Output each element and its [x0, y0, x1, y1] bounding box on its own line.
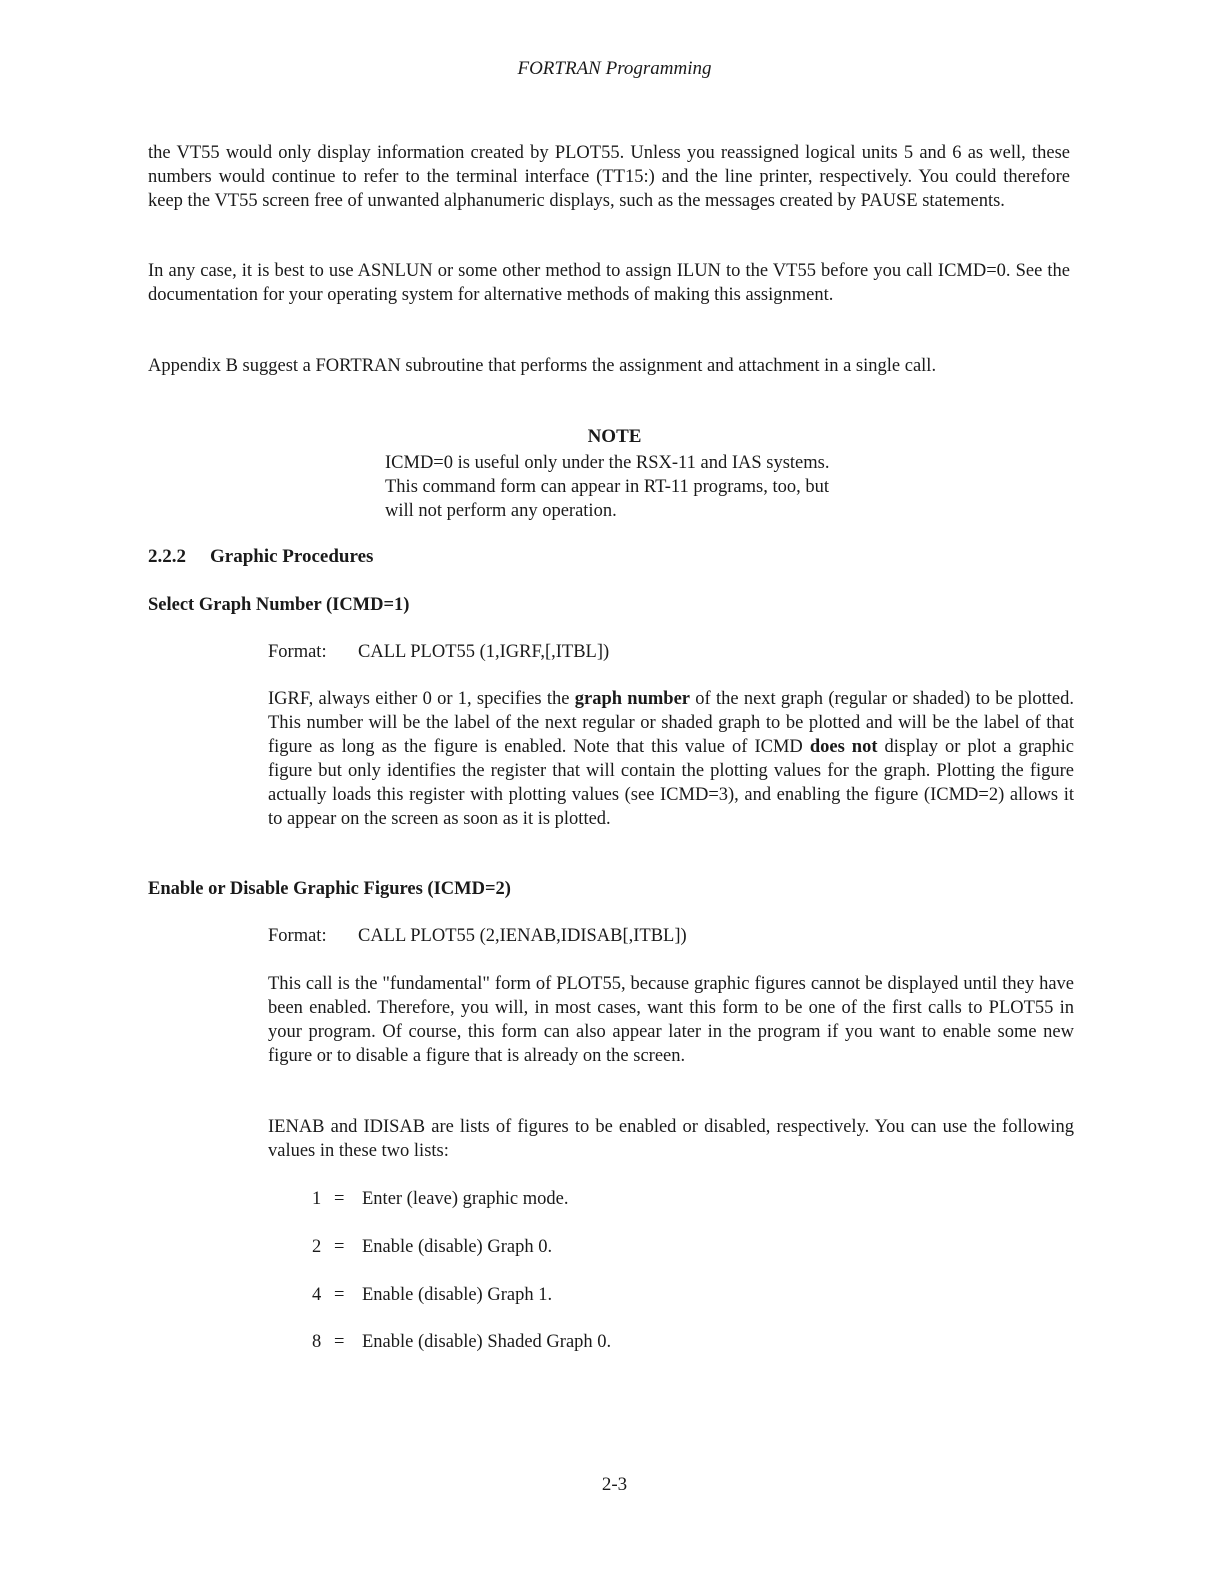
- select-graph-format: [268, 642, 609, 663]
- note-body: ICMD=0 is useful only under the RSX-11 and IAS systems. This command form can appear in RT-11 programs, too, but will not perform any operation.: [385, 453, 830, 521]
- list-item-text: Enable (disable) Graph 0.: [362, 1237, 553, 1257]
- enable-disable-format: [268, 926, 687, 947]
- desc-emphasis-does-not: does not: [809, 737, 878, 757]
- paragraph-vt55-display: the VT55 would only display information created by PLOT55. Unless you reassigned logical units 5 and 6 as well, these numbers would continue to refer to the terminal interface (TT15:) and the line printer, respectively. You could therefore keep the VT55 screen free of unwanted alphanumeric displays, such as the messages created by PAUSE statements.: [148, 143, 1070, 211]
- list-item-equals: =: [334, 1237, 345, 1257]
- format-label: Format:: [268, 642, 327, 662]
- list-item-value: 2: [312, 1237, 322, 1257]
- page-number: 2-3: [601, 1474, 628, 1495]
- desc-text: IGRF, always either 0 or 1, specifies the: [268, 689, 575, 709]
- note-title: NOTE: [587, 426, 642, 447]
- select-graph-heading: Select Graph Number (ICMD=1): [148, 595, 410, 615]
- section-title: Graphic Procedures: [210, 546, 374, 567]
- enable-disable-heading: Enable or Disable Graphic Figures (ICMD=2): [148, 879, 511, 899]
- list-item-equals: =: [334, 1189, 345, 1209]
- list-item-value: 8: [312, 1332, 322, 1352]
- list-item: [312, 1189, 568, 1210]
- list-item-value: 1: [312, 1189, 322, 1209]
- list-item-value: 4: [312, 1285, 322, 1305]
- list-item-text: Enter (leave) graphic mode.: [362, 1189, 569, 1209]
- desc-text: display or plot a graphic figure but only identifies the register that will contain the plotting values for the graph. Plotting the figure actually loads this register with plotting values (see ICMD=3), and enabling the figure (ICMD=2) allows it to appear on the screen as soon as it is plotted.: [268, 737, 1074, 829]
- list-item-equals: =: [334, 1332, 345, 1352]
- paragraph-asnlun: In any case, it is best to use ASNLUN or some other method to assign ILUN to the VT55 before you call ICMD=0. See the documentation for your operating system for alternative methods of making this assignment.: [148, 261, 1070, 305]
- select-graph-description: [268, 687, 1074, 831]
- paragraph-appendix-b: Appendix B suggest a FORTRAN subroutine that performs the assignment and attachment in a single call.: [148, 356, 937, 376]
- list-item: [312, 1285, 552, 1306]
- list-item: [312, 1237, 552, 1258]
- enable-disable-description: This call is the "fundamental" form of PLOT55, because graphic figures cannot be displayed until they have been enabled. Therefore, you will, in most cases, want this form to be one of the first calls to PLOT55 in your program. Of course, this form can also appear later in the program if you want to enable some new figure or to disable a figure that is already on the screen.: [268, 974, 1074, 1066]
- enable-disable-lists: IENAB and IDISAB are lists of figures to be enabled or disabled, respectively. You can use the following values in these two lists:: [268, 1117, 1074, 1161]
- desc-text: of the next graph (regular or shaded) to be plotted. This number will be the label of the next regular or shaded graph to be plotted and will be the label of that figure as long as the figure is enabled. Note that this value of ICMD: [268, 689, 1074, 757]
- list-item-equals: =: [334, 1285, 345, 1305]
- running-header: FORTRAN Programming: [517, 58, 712, 79]
- section-heading: [148, 546, 373, 568]
- format-code: CALL PLOT55 (1,IGRF,[,ITBL]): [358, 642, 610, 662]
- format-code: CALL PLOT55 (2,IENAB,IDISAB[,ITBL]): [358, 926, 687, 946]
- desc-emphasis-graph-number: graph number: [574, 689, 691, 709]
- list-item-text: Enable (disable) Graph 1.: [362, 1285, 553, 1305]
- list-item-text: Enable (disable) Shaded Graph 0.: [362, 1332, 612, 1352]
- format-label: Format:: [268, 926, 327, 946]
- section-number: 2.2.2: [148, 546, 186, 567]
- list-item: [312, 1332, 611, 1353]
